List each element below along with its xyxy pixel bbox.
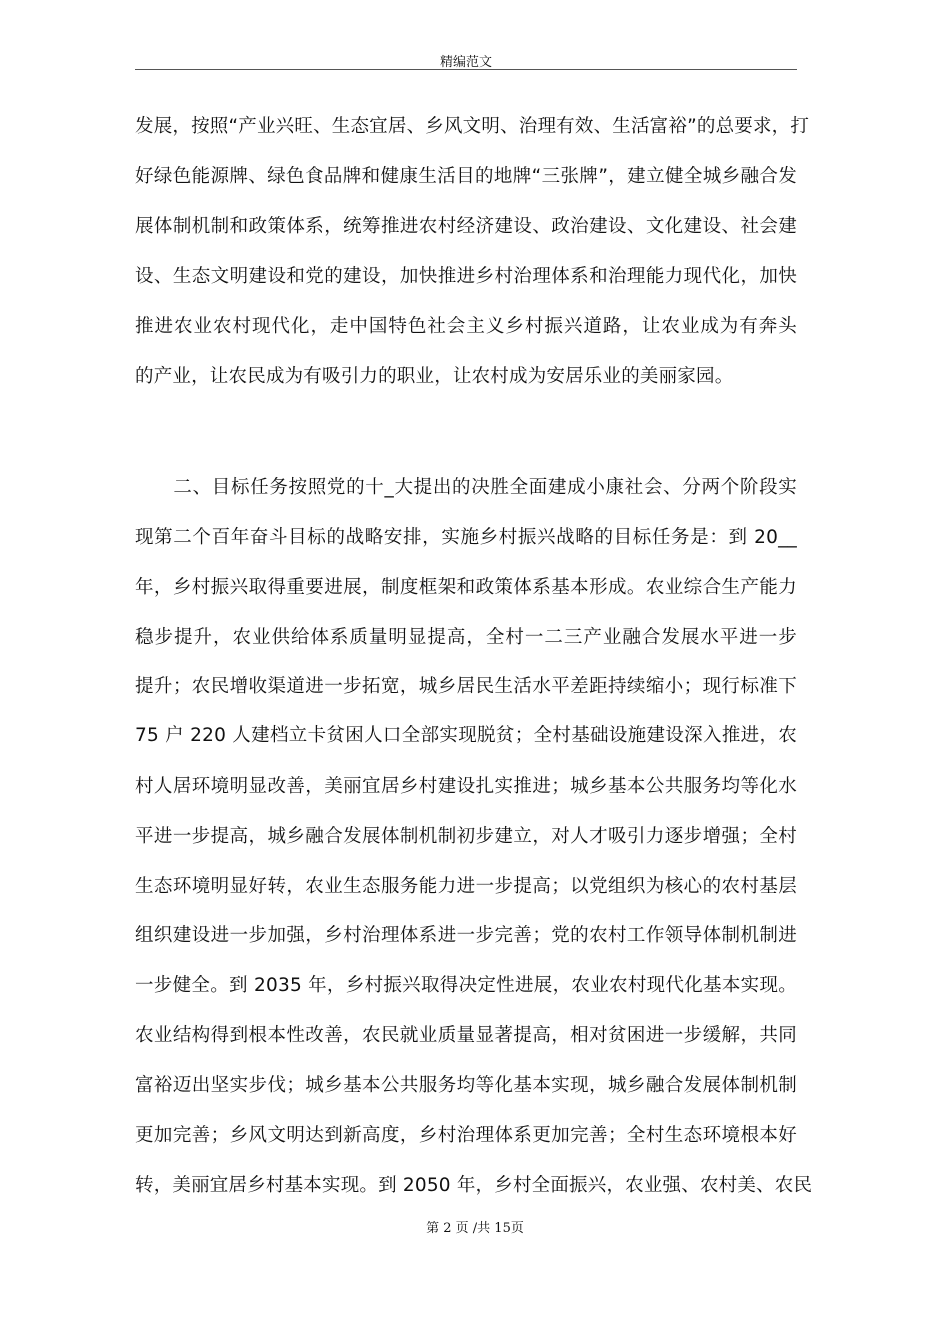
text-line: 稳步提升，农业供给体系质量明显提高，全村一二三产业融合发展水平进一步: [135, 627, 797, 648]
text-line: 现第二个百年奋斗目标的战略安排，实施乡村振兴战略的目标任务是：到 20__: [135, 527, 797, 548]
text-line: 推进农业农村现代化，走中国特色社会主义乡村振兴道路，让农业成为有奔头: [135, 316, 797, 337]
page-header-title: 精编范文: [439, 55, 492, 70]
text-line: 组织建设进一步加强，乡村治理体系进一步完善；党的农村工作领导体制机制进: [135, 925, 797, 946]
text-line: 年，乡村振兴取得重要进展，制度框架和政策体系基本形成。农业综合生产能力: [135, 577, 797, 598]
text-line: 发展，按照“产业兴旺、生态宜居、乡风文明、治理有效、生活富裕”的总要求，打: [135, 116, 810, 137]
text-line: 更加完善；乡风文明达到新高度，乡村治理体系更加完善；全村生态环境根本好: [135, 1125, 797, 1146]
text-line: 平进一步提高，城乡融合发展体制机制初步建立，对人才吸引力逐步增强；全村: [135, 826, 797, 847]
text-line: 提升；农民增收渠道进一步拓宽，城乡居民生活水平差距持续缩小；现行标准下: [135, 676, 797, 697]
text-line: 设、生态文明建设和党的建设，加快推进乡村治理体系和治理能力现代化，加快: [135, 266, 797, 287]
text-line: 展体制机制和政策体系，统筹推进农村经济建设、政治建设、文化建设、社会建: [135, 216, 797, 237]
text-line: 一步健全。到 2035 年，乡村振兴取得决定性进展，农业农村现代化基本实现。: [135, 975, 797, 996]
text-line: 好绿色能源牌、绿色食品牌和健康生活目的地牌“三张牌”，建立健全城乡融合发: [135, 166, 797, 187]
text-line: 富裕迈出坚实步伐；城乡基本公共服务均等化基本实现，城乡融合发展体制机制: [135, 1075, 797, 1096]
text-line: 转，美丽宜居乡村基本实现。到 2050 年，乡村全面振兴，农业强、农村美、农民: [135, 1175, 813, 1196]
text-line: 村人居环境明显改善，美丽宜居乡村建设扎实推进；城乡基本公共服务均等化水: [135, 776, 797, 797]
page-number: 第 2 页 /共 15页: [426, 1221, 524, 1236]
text-line: 生态环境明显好转，农业生态服务能力进一步提高；以党组织为核心的农村基层: [135, 876, 797, 897]
text-line: 的产业，让农民成为有吸引力的职业，让农村成为安居乐业的美丽家园。: [135, 366, 734, 387]
header-divider: [135, 69, 797, 70]
text-line: 农业结构得到根本性改善，农民就业质量显著提高，相对贫困进一步缓解，共同: [135, 1025, 797, 1046]
text-line: 二、目标任务按照党的十_大提出的决胜全面建成小康社会、分两个阶段实: [135, 477, 797, 498]
text-line: 75 户 220 人建档立卡贫困人口全部实现脱贫；全村基础设施建设深入推进，农: [135, 725, 797, 746]
